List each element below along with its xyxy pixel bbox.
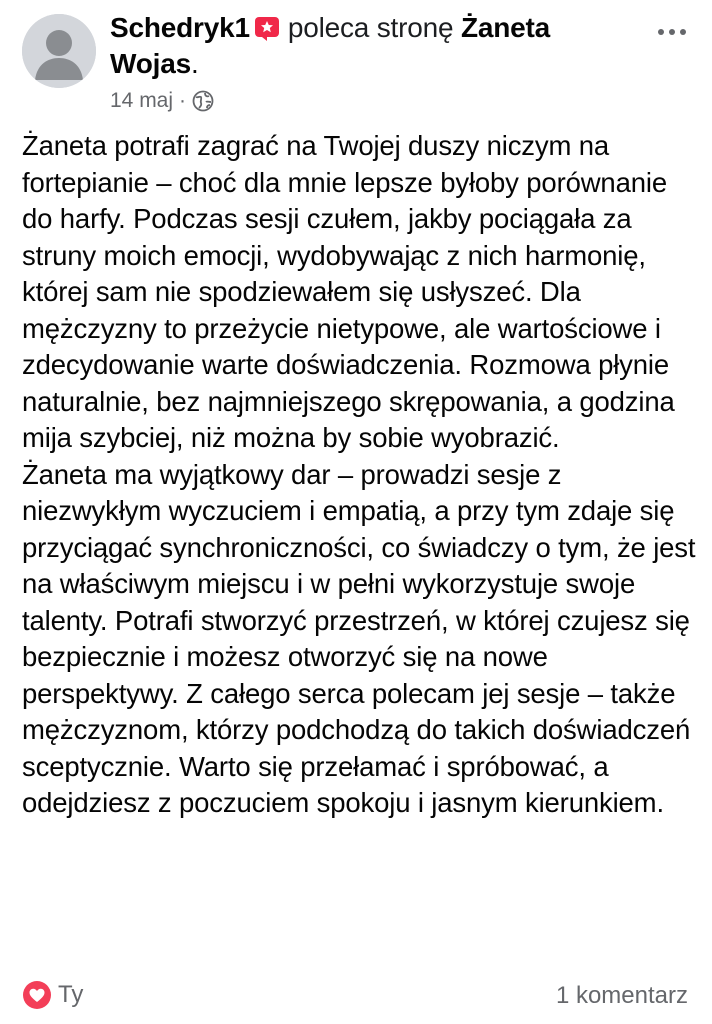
reactions-summary[interactable] bbox=[22, 980, 83, 1010]
comments-count[interactable]: 1 komentarz bbox=[555, 982, 688, 1009]
post-body bbox=[22, 128, 698, 822]
post-footer bbox=[0, 976, 712, 1018]
recommendation-badge-icon bbox=[254, 14, 280, 40]
heart-icon bbox=[22, 980, 52, 1010]
post-title bbox=[110, 10, 630, 82]
reaction-label: Ty bbox=[58, 981, 84, 1008]
post-date[interactable]: 14 maj bbox=[110, 89, 174, 112]
post-paragraph-2: Żaneta ma wyjątkowy dar – prowadzi sesje z niezwykłym wyczuciem i empatią, a przy tym zdaje się przyciągać synchroniczności, co świadczy o tym, że jest na właściwym miejscu i w pełni wykorzystuje swoje talenty. Potrafi stworzyć przestrzeń, w której czujesz się bezpiecznie i możesz otworzyć się na nowe perspektywy. Z całego serca polecam jej sesje – także mężczyznom, którzy podchodzą do takich doświadczeń sceptycznie. Warto się przełamać i spróbować, a odejdziesz z poczuciem spokoju i jasnym kierunkiem. bbox=[22, 458, 696, 818]
post-meta bbox=[110, 88, 214, 114]
recommended-page-link[interactable]: Żaneta Wojas bbox=[110, 12, 551, 79]
default-avatar-icon bbox=[22, 14, 96, 88]
more-options-icon[interactable] bbox=[654, 14, 690, 50]
meta-separator: · bbox=[179, 89, 187, 112]
recommends-text: poleca stronę bbox=[287, 12, 454, 43]
post-paragraph-1: Żaneta potrafi zagrać na Twojej duszy niczym na fortepianie – choć dla mnie lepsze byłoby porównanie do harfy. Podczas sesji czułem, jakby pociągała za struny moich emocji, wydobywając z nich harmonię, której sam nie spodziewałem się usłyszeć. Dla mężczyzny to przeżycie nietypowe, ale wartościowe i zdecydowanie warte doświadczenia. Rozmowa płynie naturalnie, bez najmniejszego skrępowania, a godzina mija szybciej, niż można by sobie wyobrazić. bbox=[22, 130, 675, 453]
author-name[interactable]: Schedryk1 bbox=[110, 12, 250, 43]
title-period: . bbox=[190, 48, 199, 79]
globe-icon[interactable] bbox=[192, 90, 214, 112]
post-header bbox=[0, 0, 712, 116]
avatar[interactable] bbox=[22, 14, 96, 88]
